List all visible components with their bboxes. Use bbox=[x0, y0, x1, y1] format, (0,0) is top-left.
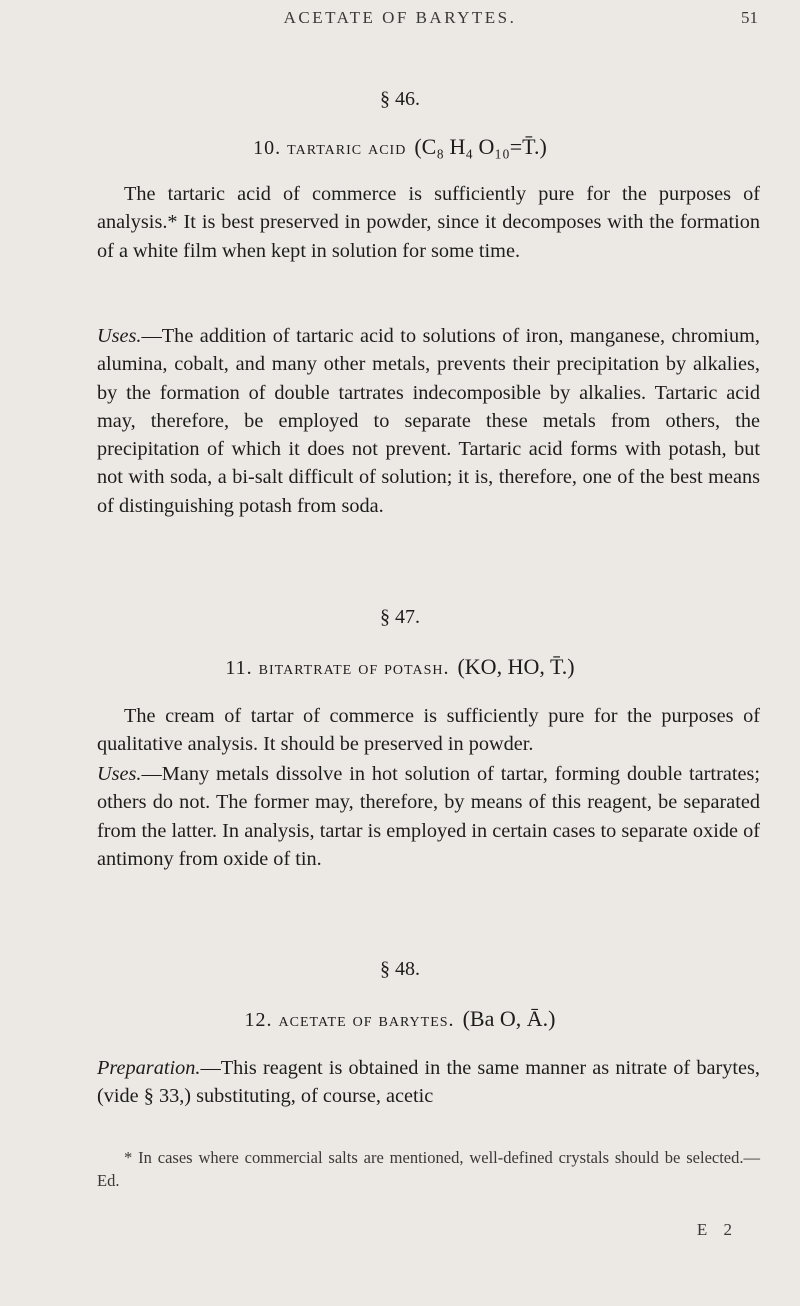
preparation-lead: Preparation. bbox=[97, 1057, 201, 1079]
running-head bbox=[0, 8, 800, 38]
paragraph-uses: Uses.—Many metals dissolve in hot solution of tartar, forming double tartrates; others do not. The former may, therefore, by means of this reagent, be separated from the latter. In analysis, tartar is employed in certain cases to separate oxide of antimony from oxide of tin. bbox=[97, 763, 760, 870]
paragraph-preparation: Preparation.—This reagent is obtained in the same manner as nitrate of barytes, (vide § 33,) substituting, of course, acetic bbox=[97, 1057, 760, 1108]
section-heading-acetate-of-barytes bbox=[0, 1006, 800, 1032]
paragraph-uses: Uses.—The addition of tartaric acid to solutions of iron, manganese, chromium, alumina, cobalt, and many other metals, prevents their precipitation by alkalies, by the formation of double tartrates indecomposible by alkalies. Tartaric acid may, therefore, be employed to separate these metals from others, the precipitation of which it does not prevent. Tartaric acid forms with potash, but not with soda, a bi-salt difficult of solution; it is, therefore, one of the best means of distinguishing potash from soda. bbox=[97, 325, 760, 517]
footnote: * In cases where commercial salts are mentioned, well-defined crystals should be selected.—Ed. bbox=[97, 1148, 760, 1190]
paragraph: The cream of tartar of commerce is sufficiently pure for the purposes of qualitative analysis. It should be preserved in powder. bbox=[97, 705, 760, 756]
running-title: ACETATE OF BARYTES. bbox=[283, 8, 517, 27]
chemical-formula: (KO, HO, T̄.) bbox=[457, 654, 575, 679]
paragraph: The tartaric acid of commerce is sufficiently pure for the purposes of analysis.* It is best preserved in powder, since it decomposes with the formation of a white film when kept in solution for some time. bbox=[97, 183, 760, 262]
section-mark-46: § 46. bbox=[380, 88, 420, 110]
section-mark-47: § 47. bbox=[380, 606, 420, 628]
section-mark-48: § 48. bbox=[380, 958, 420, 980]
chemical-formula: (Ba O, Ā.) bbox=[462, 1006, 556, 1031]
heading-label: 11. bitartrate of potash. bbox=[225, 657, 450, 679]
section-heading-bitartrate-of-potash bbox=[0, 654, 800, 680]
heading-label: 10. tartaric acid bbox=[253, 137, 407, 159]
uses-lead: Uses. bbox=[97, 325, 142, 347]
uses-lead: Uses. bbox=[97, 763, 142, 785]
signature-mark: E 2 bbox=[696, 1220, 738, 1239]
heading-label: 12. acetate of barytes. bbox=[244, 1009, 455, 1031]
page-number: 51 bbox=[741, 8, 758, 27]
section-heading-tartaric-acid bbox=[0, 134, 800, 160]
chemical-formula: (C₈ H₄ O₁₀=T̄.) bbox=[414, 134, 547, 159]
